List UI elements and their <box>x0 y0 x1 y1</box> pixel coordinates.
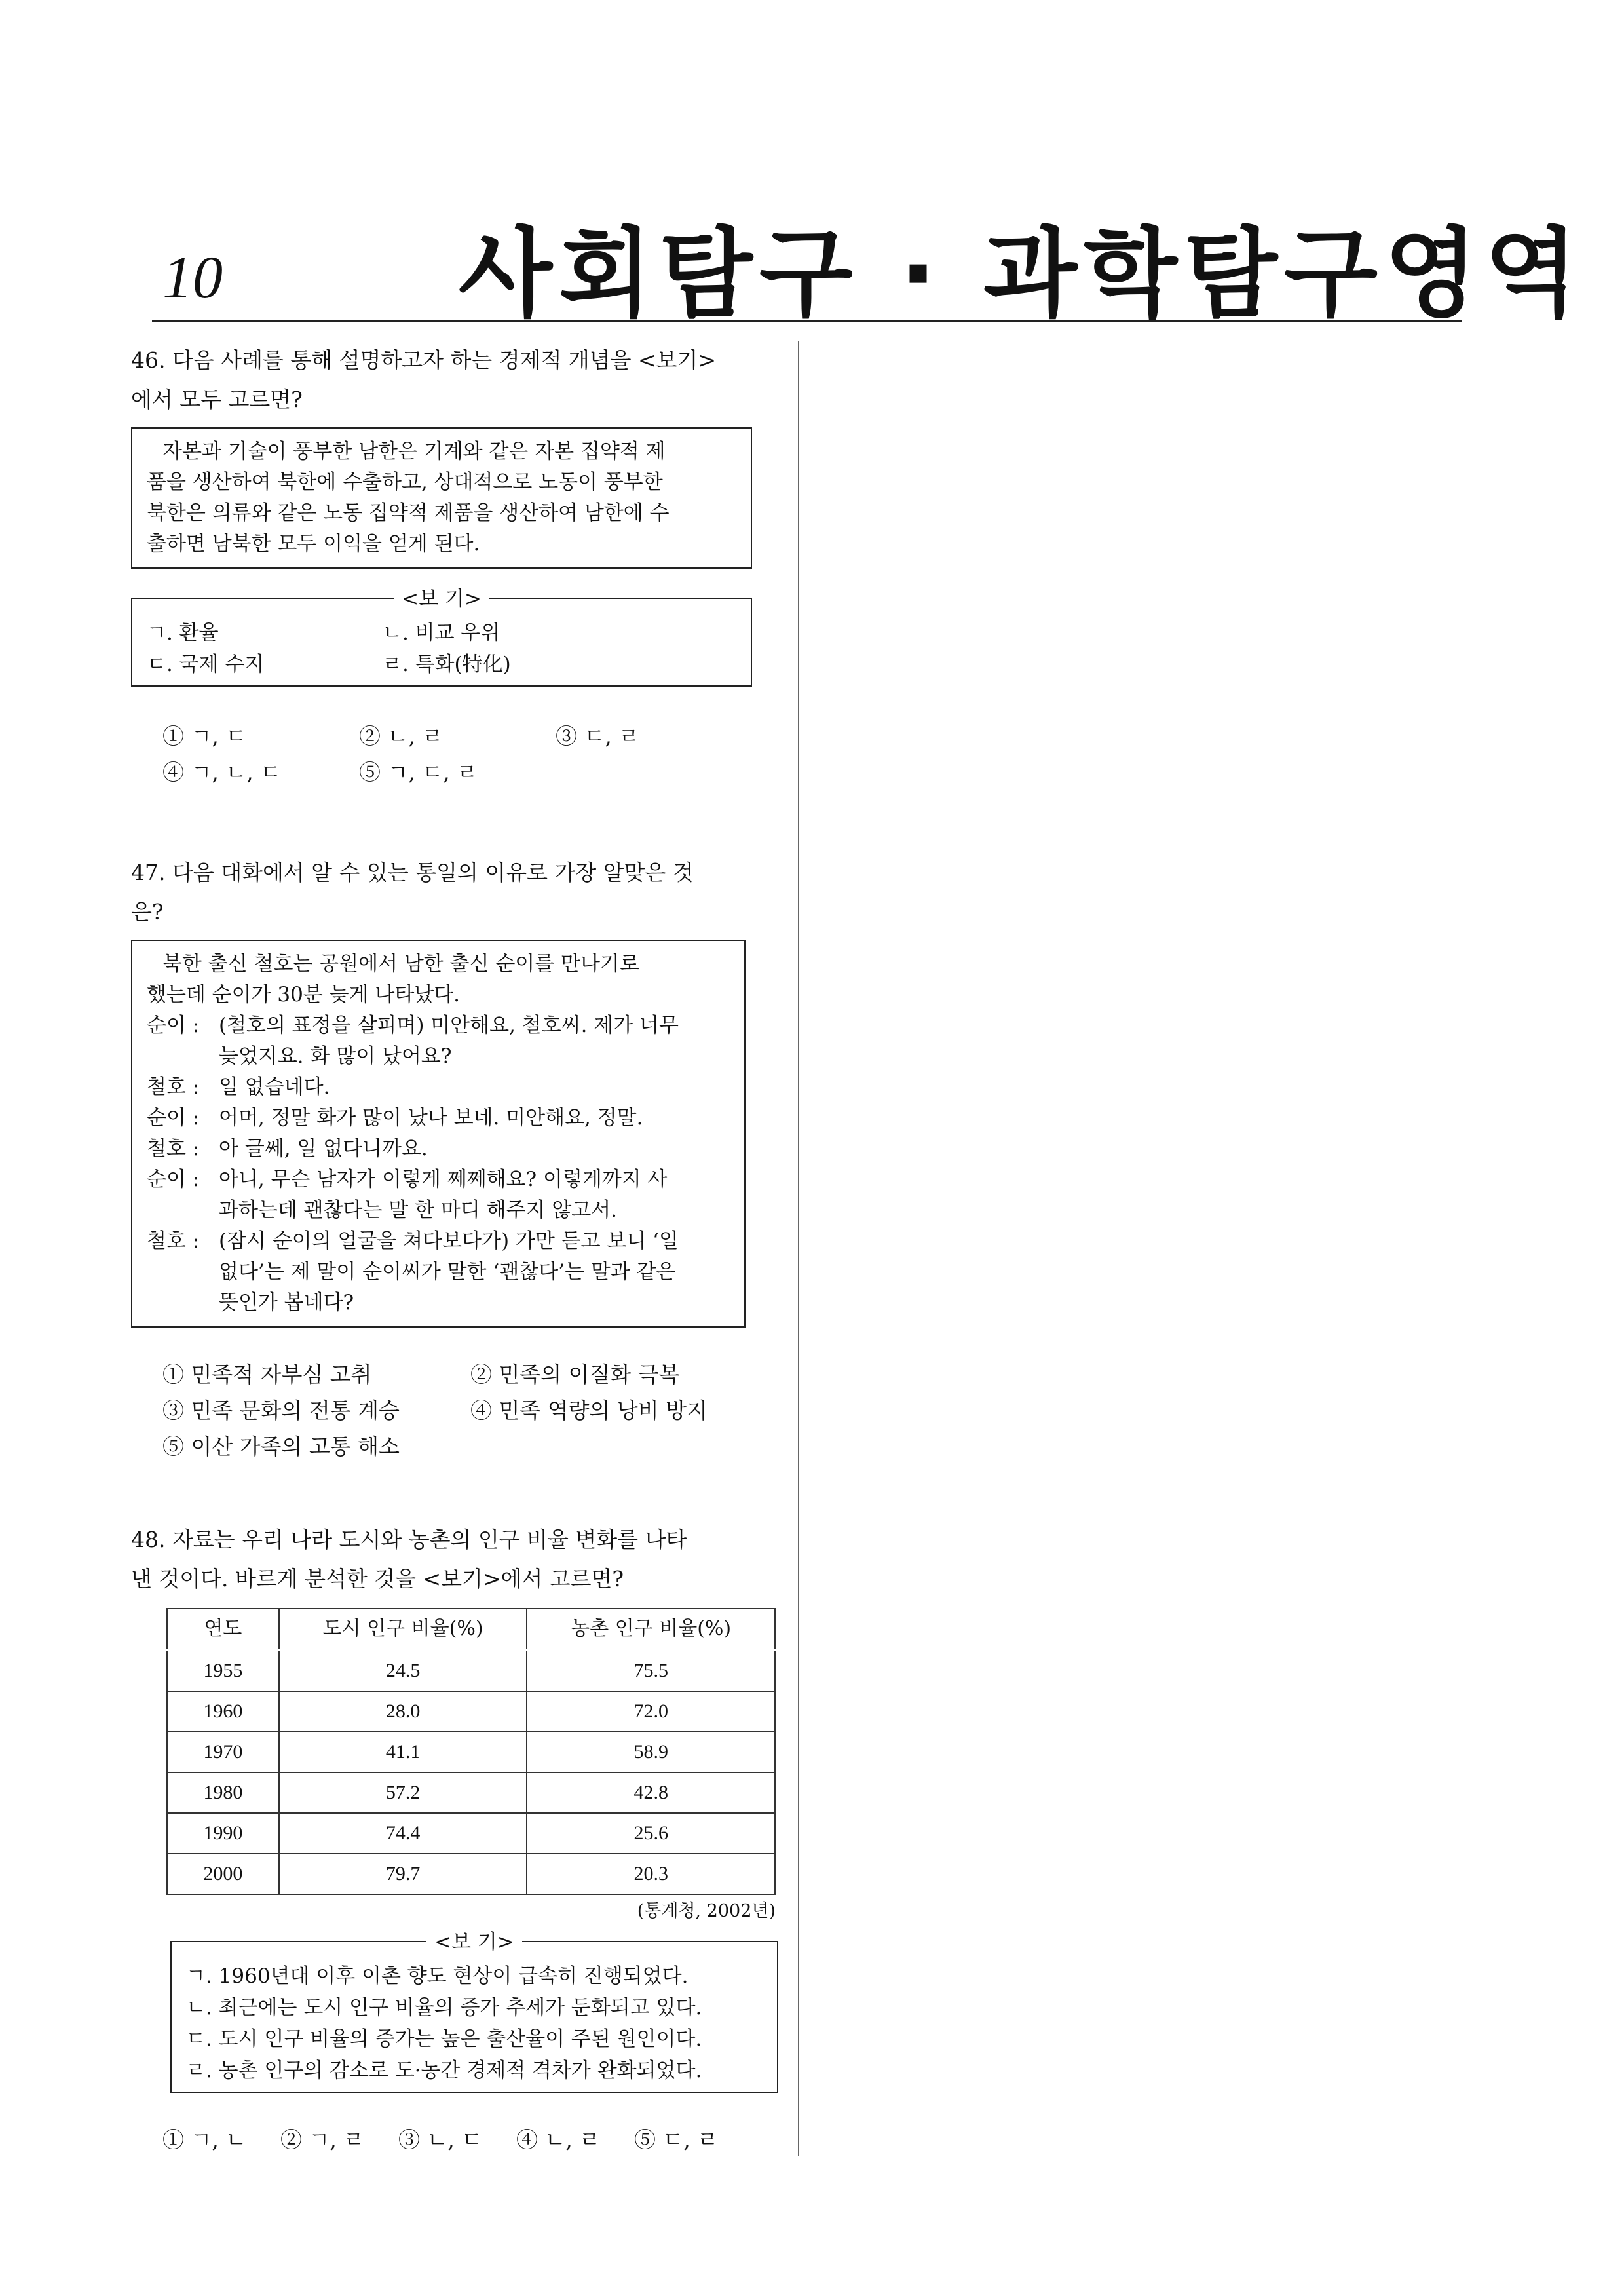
table-cell: 1960 <box>167 1691 279 1732</box>
dialogue-speaker: 철호 : <box>147 1075 200 1099</box>
q46-bogi-item: ㄱ. 환율 <box>147 621 219 645</box>
table-cell: 58.9 <box>527 1732 775 1772</box>
dialogue-turn <box>147 1226 730 1318</box>
q47-choice-5[interactable]: ⑤ 이산 가족의 고통 해소 <box>162 1434 400 1459</box>
q46-bogi-item: ㄹ. 특화(特化) <box>383 653 511 676</box>
question-46 <box>131 341 780 790</box>
table-source: (통계청, 2002년) <box>637 1901 776 1921</box>
table-cell: 75.5 <box>527 1650 775 1691</box>
table-cell: 1990 <box>167 1813 279 1854</box>
dialogue-speaker: 철호 : <box>147 1229 200 1253</box>
dialogue-line: (잠시 순이의 얼굴을 쳐다보다가) 가만 듣고 보니 ‘일 <box>219 1229 679 1253</box>
dialogue-line: 없다’는 제 말이 순이씨가 말한 ‘괜찮다’는 말과 같은 <box>219 1260 676 1284</box>
q46-passage-line: 자본과 기술이 풍부한 남한은 기계와 같은 자본 집약적 제 <box>162 440 666 463</box>
dialogue-line: 일 없습네다. <box>219 1075 330 1099</box>
q48-bogi-item: ㄹ. 농촌 인구의 감소로 도·농간 경제적 격차가 완화되었다. <box>186 2059 702 2082</box>
q48-choice-3[interactable]: ③ ㄴ, ㄷ <box>398 2127 483 2152</box>
dialogue-turn <box>147 1164 730 1226</box>
table-cell: 79.7 <box>279 1854 527 1894</box>
q47-choice-2[interactable]: ② 민족의 이질화 극복 <box>470 1362 680 1387</box>
q48-bogi-box <box>170 1930 778 2093</box>
dialogue-line: 과하는데 괜찮다는 말 한 마디 해주지 않고서. <box>219 1198 618 1222</box>
dialogue-speaker: 철호 : <box>147 1137 200 1160</box>
table-row <box>167 1813 775 1854</box>
table-row <box>167 1854 775 1894</box>
q47-choice-4[interactable]: ④ 민족 역량의 낭비 방지 <box>470 1398 708 1423</box>
q46-passage-line: 북한은 의류와 같은 노동 집약적 제품을 생산하여 남한에 수 <box>147 501 670 525</box>
q46-passage-box <box>131 427 752 569</box>
q47-dialogue-box <box>131 940 746 1328</box>
table-row <box>167 1772 775 1813</box>
table-cell: 20.3 <box>527 1854 775 1894</box>
q48-choice-5[interactable]: ⑤ ㄷ, ㄹ <box>634 2127 719 2152</box>
table-row <box>167 1691 775 1732</box>
q46-bogi-title: <보 기> <box>394 587 489 611</box>
table-header: 도시 인구 비율(%) <box>279 1609 527 1650</box>
q48-stem-line1: 48. 자료는 우리 나라 도시와 농촌의 인구 비율 변화를 나타 <box>131 1527 687 1552</box>
dialogue-turn <box>147 1072 730 1103</box>
question-47 <box>131 853 780 1464</box>
page-number: 10 <box>162 244 223 311</box>
table-cell: 41.1 <box>279 1732 527 1772</box>
table-cell: 24.5 <box>279 1650 527 1691</box>
q48-choice-4[interactable]: ④ ㄴ, ㄹ <box>516 2127 601 2152</box>
q46-passage-line: 품을 생산하여 북한에 수출하고, 상대적으로 노동이 풍부한 <box>147 470 663 494</box>
q48-bogi-item: ㄴ. 최근에는 도시 인구 비율의 증가 추세가 둔화되고 있다. <box>186 1996 702 2019</box>
q46-choices <box>131 718 780 790</box>
table-header-row <box>167 1609 775 1650</box>
population-table <box>166 1608 776 1895</box>
q46-choice-5[interactable]: ⑤ ㄱ, ㄷ, ㄹ <box>359 759 478 785</box>
q47-choice-3[interactable]: ③ 민족 문화의 전통 계승 <box>162 1398 400 1423</box>
dialogue-turn <box>147 1103 730 1134</box>
q46-passage-line: 출하면 남북한 모두 이익을 얻게 된다. <box>147 532 480 556</box>
dialogue-line: 뜻인가 봅네다? <box>219 1291 354 1314</box>
dialogue-speaker: 순이 : <box>147 1106 200 1130</box>
q48-choice-1[interactable]: ① ㄱ, ㄴ <box>162 2127 247 2152</box>
table-header: 연도 <box>167 1609 279 1650</box>
dialogue-speaker: 순이 : <box>147 1168 200 1191</box>
table-cell: 57.2 <box>279 1772 527 1813</box>
q48-choice-2[interactable]: ② ㄱ, ㄹ <box>280 2127 365 2152</box>
q48-choices <box>131 2122 780 2158</box>
q47-stem-line1: 47. 다음 대화에서 알 수 있는 통일의 이유로 가장 알맞은 것 <box>131 860 694 885</box>
table-cell: 1980 <box>167 1772 279 1813</box>
header-divider <box>152 320 1462 322</box>
table-cell: 1970 <box>167 1732 279 1772</box>
question-48 <box>131 1520 780 2158</box>
dialogue-line: 늦었지요. 화 많이 났어요? <box>219 1044 452 1068</box>
q47-choice-1[interactable]: ① 민족적 자부심 고취 <box>162 1362 372 1387</box>
q46-bogi-box <box>131 587 752 687</box>
dialogue-line: (철호의 표정을 살피며) 미안해요, 철호씨. 제가 너무 <box>219 1014 679 1037</box>
q47-stem-line2: 은? <box>131 899 164 925</box>
q46-bogi-item: ㄷ. 국제 수지 <box>147 653 265 676</box>
table-row <box>167 1650 775 1691</box>
q46-choice-1[interactable]: ① ㄱ, ㄷ <box>162 723 247 749</box>
q47-intro-line: 했는데 순이가 30분 늦게 나타났다. <box>147 983 461 1006</box>
dialogue-speaker: 순이 : <box>147 1014 200 1037</box>
q47-intro-line: 북한 출신 철호는 공원에서 남한 출신 순이를 만나기로 <box>162 952 639 976</box>
table-cell: 42.8 <box>527 1772 775 1813</box>
dialogue-line: 아 글쎄, 일 없다니까요. <box>219 1137 428 1160</box>
table-cell: 25.6 <box>527 1813 775 1854</box>
q46-stem-line2: 에서 모두 고르면? <box>131 387 303 412</box>
q46-stem-line1: 46. 다음 사례를 통해 설명하고자 하는 경제적 개념을 <보기> <box>131 347 717 373</box>
q46-bogi-item: ㄴ. 비교 우위 <box>383 621 500 645</box>
dialogue-line: 아니, 무슨 남자가 이렇게 쩨쩨해요? 이렇게까지 사 <box>219 1168 668 1191</box>
dialogue-turn <box>147 1010 730 1072</box>
table-cell: 72.0 <box>527 1691 775 1732</box>
q48-bogi-item: ㄱ. 1960년대 이후 이촌 향도 현상이 급속히 진행되었다. <box>186 1964 689 1988</box>
table-cell: 74.4 <box>279 1813 527 1854</box>
column-divider <box>798 341 799 2156</box>
q46-choice-3[interactable]: ③ ㄷ, ㄹ <box>556 723 640 749</box>
table-cell: 1955 <box>167 1650 279 1691</box>
q47-choices <box>131 1356 780 1464</box>
dialogue-line: 어머, 정말 화가 많이 났나 보네. 미안해요, 정말. <box>219 1106 643 1130</box>
q48-stem-line2: 낸 것이다. 바르게 분석한 것을 <보기>에서 고르면? <box>131 1566 624 1592</box>
table-row <box>167 1732 775 1772</box>
table-cell: 2000 <box>167 1854 279 1894</box>
q46-choice-4[interactable]: ④ ㄱ, ㄴ, ㄷ <box>162 759 282 785</box>
dialogue-turn <box>147 1134 730 1164</box>
q46-choice-2[interactable]: ② ㄴ, ㄹ <box>359 723 444 749</box>
table-cell: 28.0 <box>279 1691 527 1732</box>
q48-bogi-item: ㄷ. 도시 인구 비율의 증가는 높은 출산율이 주된 원인이다. <box>186 2027 702 2051</box>
table-header: 농촌 인구 비율(%) <box>527 1609 775 1650</box>
page-title: 사회탐구 · 과학탐구영역 <box>459 218 1585 330</box>
q48-bogi-title: <보 기> <box>426 1930 522 1954</box>
